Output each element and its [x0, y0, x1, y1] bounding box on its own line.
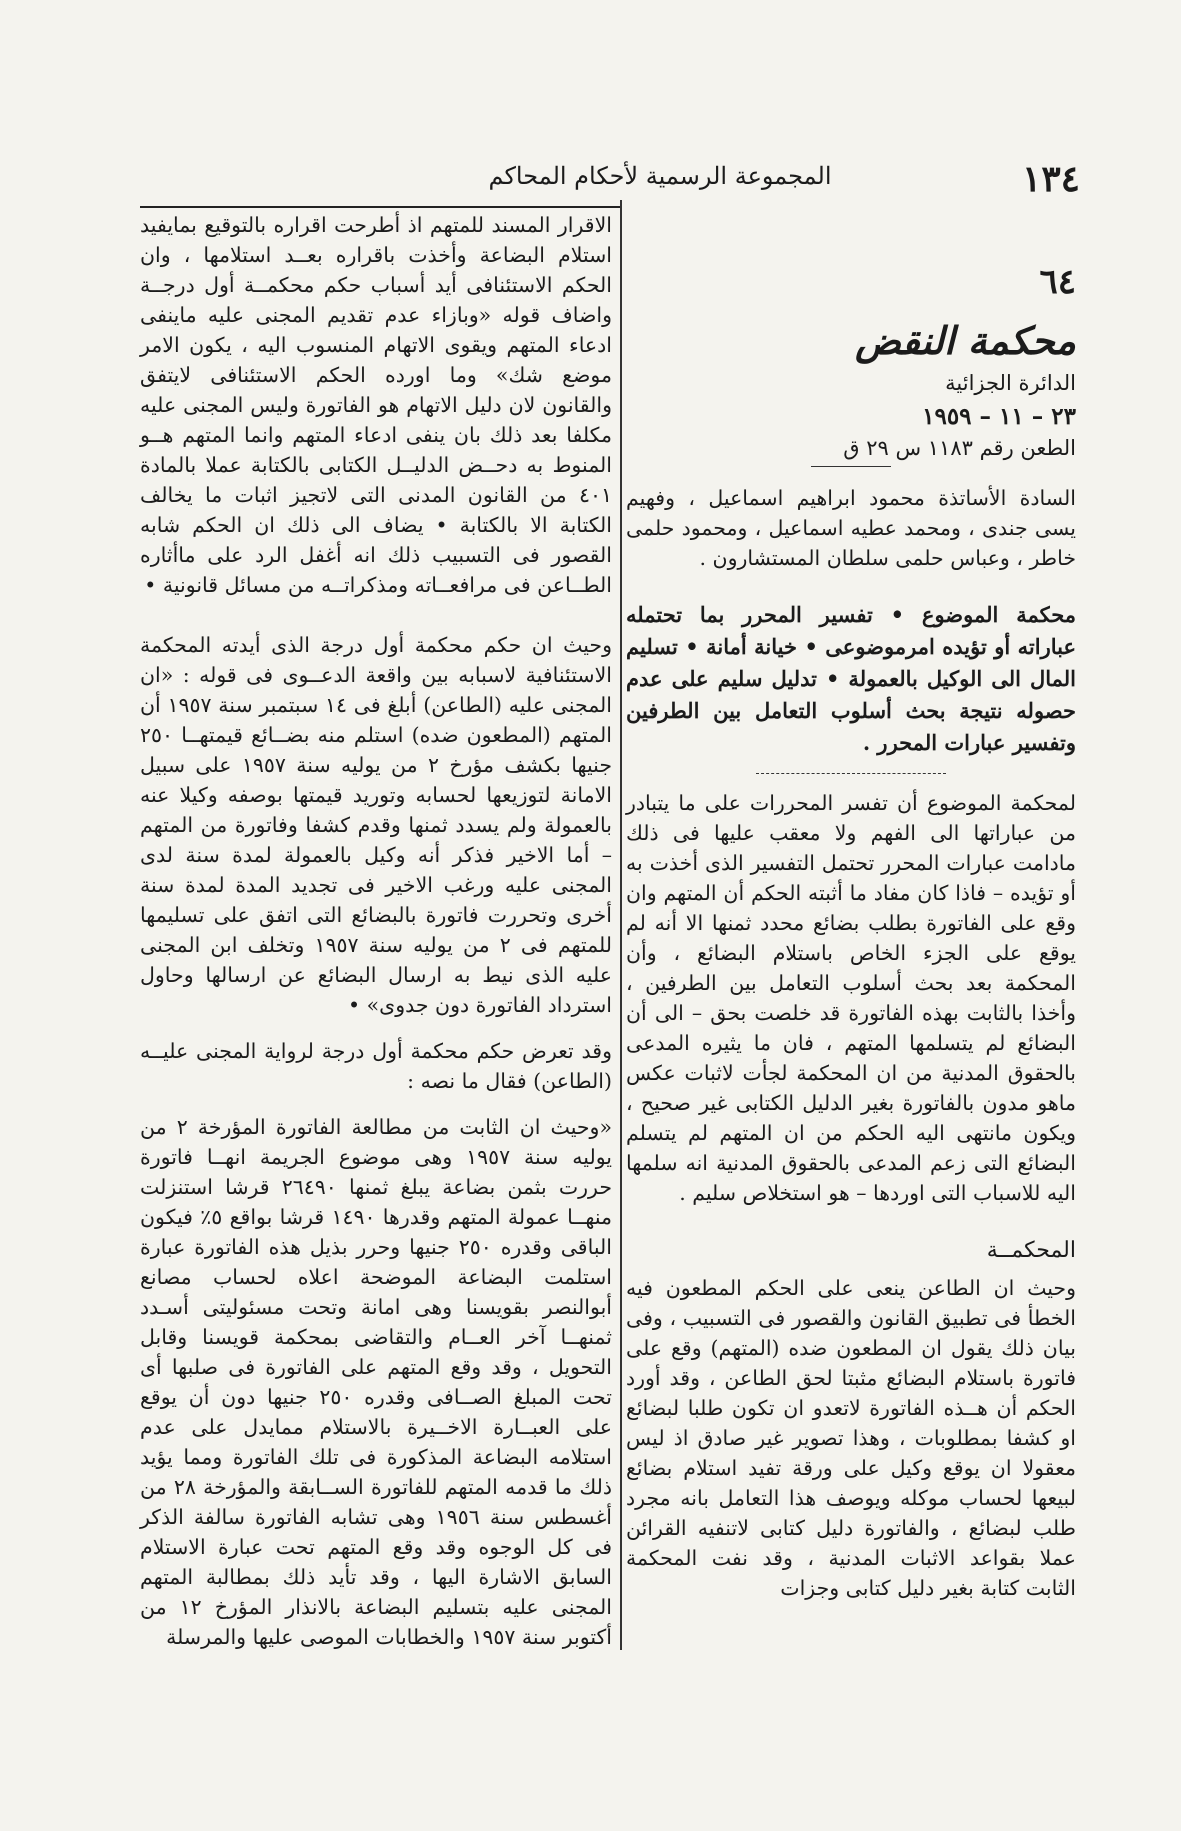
- header-rule: [140, 206, 620, 208]
- left-column: [140, 210, 612, 1652]
- paragraph: وحيث ان حكم محكمة أول درجة الذى أيدته المحكمة الاستئنافية لاسبابه بين واقعة الدعــوى فى قوله : «ان المجنى عليه (الطاعن) أبلغ فى ١٤ سبتمبر سنة ١٩٥٧ أن المتهم (المطعون ضده) استلم منه بضــائع قيمتهــا ٢٥٠ جنيها بكشف مؤرخ ٢ من يوليه سنة ١٩٥٧ على سبيل الامانة لتوزيعها لحسابه وتوريد قيمتها بوصفه وكيلا عنه بالعمولة ولم يسدد ثمنها وقدم كشفا وفاتورة من المتهم – أما الاخير فذكر أنه وكيل بالعمولة لمدة سنة لدى المجنى عليه ورغب الاخير فى تجديد المدة لمدة سنة أخرى وتحررت فاتورة بالبضائع التى اتفق على تسليمها للمتهم فى ٢ من يوليه سنة ١٩٥٧ وتخلف ابن المجنى عليه الذى نيط به ارسال البضائع عن ارسالها وحاول استرداد الفاتورة دون جدوى» •: [140, 633, 613, 1017]
- circuit-name: الدائرة الجزائية: [945, 371, 1076, 395]
- case-number: ٦٤: [1039, 262, 1076, 302]
- paragraph: الاقرار المسند للمتهم اذ أطرحت اقراره بالتوقيع بمايفيد استلام البضاعة وأخذت باقراره بعــد استلامها ، وان الحكم الاستئنافى أيد أسباب حكم محكمــة أول درجــة واضاف قوله «وبازاء عدم تقديم المجنى عليه ماينفى ادعاء المتهم ويقوى الاتهام المنسوب اليه ، يكون الامر موضع شك» وما اورده الحكم الاستئنافى لايتفق والقانون لان دليل الاتهام هو الفاتورة وليس المجنى عليه مكلفا بعد ذلك بان ينفى ادعاء المتهم وانما المتهم هــو المنوط به دحــض الدليــل الكتابى بالكتابة عملا بالمادة ٤٠١ من القانون المدنى التى لاتجيز اثبات ما يخالف الكتابة الا بالكتابة • يضاف الى ذلك ان الحكم شابه القصور فى التسبيب ذلك انه أغفل الرد على ماأثاره الطــاعن فى مرافعــاته ومذكراتــه من مسائل قانونية •: [140, 213, 612, 597]
- paragraph: وقد تعرض حكم محكمة أول درجة لرواية المجنى عليــه (الطاعن) فقال ما نصه :: [140, 1039, 612, 1093]
- judgment-paragraph: وحيث ان الطاعن ينعى على الحكم المطعون فيه الخطأ فى تطبيق القانون والقصور فى التسبيب ، وفى بيان ذلك يقول ان المطعون ضده (المتهم) وقع على فاتورة باستلام البضائع مثبتا لحق الطاعن ، وقد أورد الحكم أن هــذه الفاتورة لاتعدو ان تكون طلبا لبضائع او كشفا بمطلوبات ، وهذا تصوير غير صادق اذ ليس معقولا ان يوقع وكيل على ورقة تفيد استلام بضائع لبيعها لحساب موكله ويوصف هذا التعامل بانه مجرد طلب لبضائع ، والفاتورة دليل كتابى لاتنفيه القرائن عملا بقواعد الاثبات المدنية ، وقد نفت المحكمة الثابت كتابة بغير دليل كتابى وجزات: [626, 1276, 1076, 1600]
- judgment-date: ٢٣ – ١١ – ١٩٥٩: [922, 403, 1076, 430]
- page-number: ١٣٤: [1021, 158, 1080, 200]
- right-column: [626, 210, 1076, 1603]
- column-divider: [620, 200, 622, 1650]
- running-title: المجموعة الرسمية لأحكام المحاكم: [488, 162, 832, 190]
- judges-list: السادة الأساتذة محمود ابراهيم اسماعيل ، وفهيم يسى جندى ، ومحمد عطيه اسماعيل ، ومحمود حلمى خاطر ، وعباس حلمى سلطان المستشارون .: [626, 486, 1076, 570]
- appeal-number: الطعن رقم ١١٨٣ س ٢٩ ق: [843, 436, 1076, 460]
- divider-rule: [756, 773, 946, 774]
- headnote: محكمة الموضوع • تفسير المحرر بما تحتمله عباراته أو تؤيده امرموضوعى • خيانة أمانة • تسليم المال الى الوكيل بالعمولة • تدليل سليم على عدم حصوله نتيجة بحث أسلوب التعامل بين الطرفين وتفسير عبارات المحرر .: [626, 602, 1076, 755]
- divider-rule: [811, 466, 891, 467]
- page-header: [150, 158, 1080, 208]
- section-title: المحكمــة: [986, 1238, 1076, 1263]
- legal-principle: لمحكمة الموضوع أن تفسر المحررات على ما يتبادر من عباراتها الى الفهم ولا معقب عليها فى ذلك مادامت عبارات المحرر تحتمل التفسير الذى أخذت به أو تؤيده – فاذا كان مفاد ما أثبته الحكم أن المتهم وان وقع على الفاتورة بطلب بضائع محدد ثمنها الا أنه لم يوقع على الجزء الخاص باستلام البضائع ، وأن المحكمة بعد بحث أسلوب التعامل بين الطرفين ، وأخذا بالثابت بهذه الفاتورة قد خلصت بحق – الى أن البضائع لم يتسلمها المتهم ، فان ما يثيره المدعى بالحقوق المدنية من ان المحكمة لجأت لاثبات عكس ماهو مدون بالفاتورة بغير الدليل الكتابى غير صحيح ، ويكون مانتهى اليه الحكم من ان المتهم لم يتسلم البضائع التى زعم المدعى بالحقوق المدنية انه سلمها اليه للاسباب التى اوردها – هو استخلاص سليم .: [626, 791, 1076, 1205]
- quoted-paragraph: «وحيث ان الثابت من مطالعة الفاتورة المؤرخة ٢ من يوليه سنة ١٩٥٧ وهى موضوع الجريمة انهــا فاتورة حررت بثمن بضاعة يبلغ ثمنها ٢٦٤٩٠ قرشا استنزلت منهــا عمولة المتهم وقدرها ١٤٩٠ قرشا بواقع ٥٪ فيكون الباقى وقدره ٢٥٠ جنيها وحرر بذيل هذه الفاتورة عبارة استلمت البضاعة الموضحة اعلاه لحساب مصانع أبوالنصر بقويسنا وهى امانة وتحت مسئوليتى أسـدد ثمنهــا آخر العــام والتقاضى بمحكمة قويسنا وقابل التحويل ، وقد وقع المتهم على الفاتورة فى صلبها أى تحت المبلغ الصــافى وقدره ٢٥٠ جنيها دون أن يوقع على العبــارة الاخــيرة بالاستلام ممايدل على عدم استلامه البضاعة المذكورة فى تلك الفاتورة ومما يؤيد ذلك ما قدمه المتهم للفاتورة الســابقة والمؤرخة ٢٨ من أغسطس سنة ١٩٥٦ وهى تشابه الفاتورة سالفة الذكر فى كل الوجوه وقد وقع المتهم تحت عبارة الاستلام السابق الاشارة اليها ، وقد تأيد ذلك بمطالبة المتهم المجنى عليه بتسليم البضاعة بالانذار المؤرخ ١٢ من أكتوبر سنة ١٩٥٧ والخطابات الموصى عليها والمرسلة: [140, 1115, 613, 1649]
- court-name: محكمة النقض: [855, 318, 1076, 363]
